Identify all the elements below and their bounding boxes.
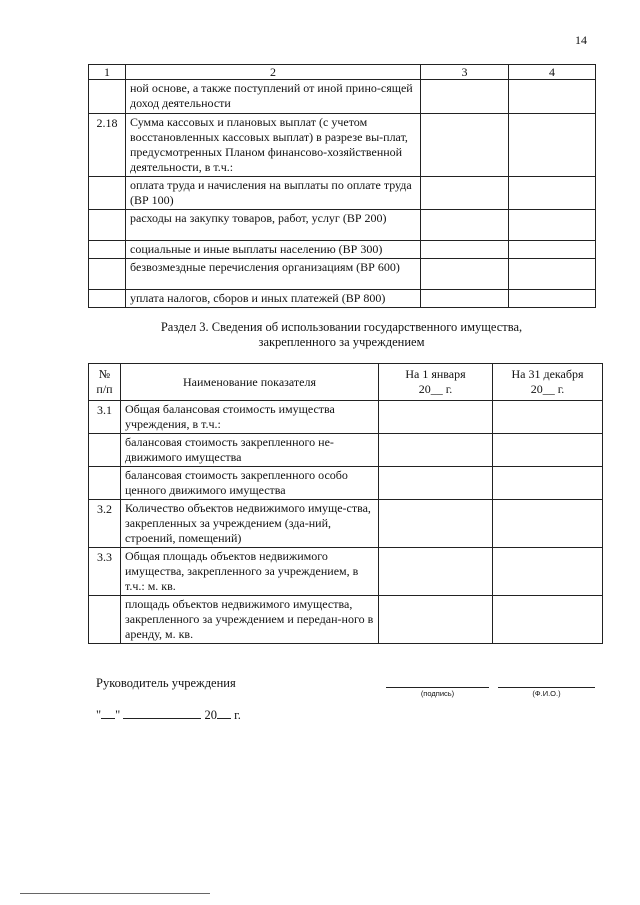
header-line: 20__ г. bbox=[418, 382, 453, 396]
bottom-rule bbox=[20, 893, 210, 894]
row-number bbox=[89, 467, 121, 500]
section-title-line: Раздел 3. Сведения об использовании государственного имущества, bbox=[160, 320, 523, 334]
table-row bbox=[89, 80, 596, 114]
row-number: 3.1 bbox=[89, 401, 121, 434]
date-open-quote: " bbox=[96, 708, 102, 722]
value-cell bbox=[379, 434, 493, 467]
row-number bbox=[89, 290, 126, 308]
table-row bbox=[89, 259, 596, 290]
column-header-name: Наименование показателя bbox=[121, 364, 379, 401]
signature-label: Руководитель учреждения bbox=[96, 676, 236, 690]
month-blank bbox=[123, 706, 201, 719]
row-label: балансовая стоимость закрепленного не-движимого имущества bbox=[121, 434, 379, 467]
row-number bbox=[89, 596, 121, 644]
date-close-quote: " bbox=[115, 708, 121, 722]
value-cell bbox=[493, 401, 603, 434]
value-cell bbox=[379, 548, 493, 596]
signature-line bbox=[386, 687, 489, 688]
year-blank bbox=[217, 706, 231, 719]
value-cell bbox=[509, 241, 596, 259]
value-cell bbox=[421, 210, 509, 241]
row-number: 3.2 bbox=[89, 500, 121, 548]
date-year-prefix: 20 bbox=[204, 708, 217, 722]
value-cell bbox=[509, 80, 596, 114]
row-number bbox=[89, 177, 126, 210]
value-cell bbox=[509, 290, 596, 308]
table-header-row bbox=[89, 65, 596, 80]
property-table bbox=[88, 363, 603, 644]
row-label: Количество объектов недвижимого имуще-ства, закрепленных за учреждением (зда-ний, строений, помещений) bbox=[121, 500, 379, 548]
row-label: Сумма кассовых и плановых выплат (с учетом восстановленных кассовых выплат) в разрезе вы-плат, предусмотренных Планом финансово-хозяйственной деятельности, в т.ч.: bbox=[126, 114, 421, 177]
table-row bbox=[89, 241, 596, 259]
header-line: На 1 января bbox=[405, 367, 466, 381]
financial-table bbox=[88, 64, 596, 308]
day-blank bbox=[101, 706, 115, 719]
table-row bbox=[89, 500, 603, 548]
row-number: 2.18 bbox=[89, 114, 126, 177]
row-number bbox=[89, 80, 126, 114]
date-suffix: г. bbox=[234, 708, 241, 722]
column-header: 3 bbox=[421, 65, 509, 80]
value-cell bbox=[421, 177, 509, 210]
section-title bbox=[88, 320, 595, 350]
row-label: уплата налогов, сборов и иных платежей (ВР 800) bbox=[126, 290, 421, 308]
page-number: 14 bbox=[575, 33, 587, 47]
value-cell bbox=[509, 210, 596, 241]
row-label: социальные и иные выплаты населению (ВР 300) bbox=[126, 241, 421, 259]
section-title-line: закрепленного за учреждением bbox=[258, 335, 425, 349]
name-line bbox=[498, 687, 595, 688]
row-label: Общая площадь объектов недвижимого имущества, закрепленного за учреждением, в т.ч.: м. кв. bbox=[121, 548, 379, 596]
value-cell bbox=[379, 467, 493, 500]
column-header-dec bbox=[493, 364, 603, 401]
header-line: № bbox=[98, 367, 111, 381]
column-header-jan bbox=[379, 364, 493, 401]
row-label: оплата труда и начисления на выплаты по оплате труда (ВР 100) bbox=[126, 177, 421, 210]
table-row bbox=[89, 596, 603, 644]
row-label: безвозмездные перечисления организациям (ВР 600) bbox=[126, 259, 421, 290]
column-header: 2 bbox=[126, 65, 421, 80]
table-row bbox=[89, 548, 603, 596]
value-cell bbox=[421, 80, 509, 114]
value-cell bbox=[509, 177, 596, 210]
row-label: площадь объектов недвижимого имущества, закрепленного за учреждением и передан-ного в аренду, м. кв. bbox=[121, 596, 379, 644]
value-cell bbox=[421, 114, 509, 177]
value-cell bbox=[509, 114, 596, 177]
value-cell bbox=[493, 596, 603, 644]
header-line: п/п bbox=[96, 382, 113, 396]
table-header-row bbox=[89, 364, 603, 401]
row-number: 3.3 bbox=[89, 548, 121, 596]
row-number bbox=[89, 259, 126, 290]
value-cell bbox=[509, 259, 596, 290]
table-row bbox=[89, 434, 603, 467]
value-cell bbox=[493, 500, 603, 548]
table-row bbox=[89, 401, 603, 434]
value-cell bbox=[493, 548, 603, 596]
column-header: 4 bbox=[509, 65, 596, 80]
date-line bbox=[96, 706, 241, 723]
table-row bbox=[89, 467, 603, 500]
value-cell bbox=[421, 259, 509, 290]
value-cell bbox=[379, 500, 493, 548]
value-cell bbox=[493, 467, 603, 500]
row-label: расходы на закупку товаров, работ, услуг (ВР 200) bbox=[126, 210, 421, 241]
row-label: ной основе, а также поступлений от иной прино-сящей доход деятельности bbox=[126, 80, 421, 114]
signature-caption: (подпись) bbox=[420, 689, 455, 698]
table-row bbox=[89, 114, 596, 177]
value-cell bbox=[379, 401, 493, 434]
row-number bbox=[89, 210, 126, 241]
name-caption: (Ф.И.О.) bbox=[532, 689, 561, 698]
value-cell bbox=[379, 596, 493, 644]
row-label: балансовая стоимость закрепленного особо ценного движимого имущества bbox=[121, 467, 379, 500]
header-line: На 31 декабря bbox=[511, 367, 584, 381]
column-header-number bbox=[89, 364, 121, 401]
table-row bbox=[89, 210, 596, 241]
row-number bbox=[89, 434, 121, 467]
row-number bbox=[89, 241, 126, 259]
table-row bbox=[89, 290, 596, 308]
table-row bbox=[89, 177, 596, 210]
column-header: 1 bbox=[89, 65, 126, 80]
row-label: Общая балансовая стоимость имущества учреждения, в т.ч.: bbox=[121, 401, 379, 434]
value-cell bbox=[493, 434, 603, 467]
value-cell bbox=[421, 290, 509, 308]
value-cell bbox=[421, 241, 509, 259]
header-line: 20__ г. bbox=[530, 382, 565, 396]
